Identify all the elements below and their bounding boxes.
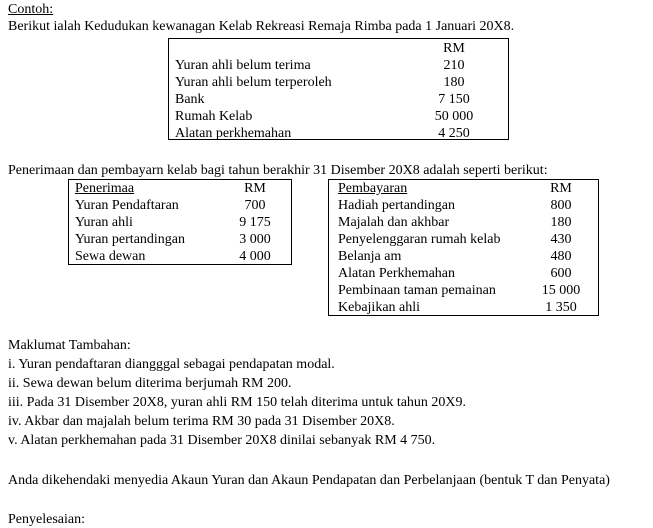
table-row	[338, 197, 594, 214]
additional-info-item: v. Alatan perkhemahan pada 31 Disember 20X8 dinilai sebanyak RM 4 750.	[8, 433, 436, 448]
table-row	[338, 282, 594, 299]
receipt-item: Yuran Pendaftaran	[75, 198, 179, 213]
payment-amount: 1 350	[545, 300, 577, 315]
receipts-table	[75, 180, 287, 265]
receipt-amount: 700	[244, 198, 266, 213]
receipt-amount: 9 175	[239, 215, 271, 230]
payments-currency-header: RM	[550, 181, 572, 196]
position-item: Rumah Kelab	[175, 109, 253, 124]
instruction-text: Anda dikehendaki menyedia Akaun Yuran dan Akaun Pendapatan dan Perbelanjaan (bentuk T dan Penyata)	[8, 473, 610, 488]
table-row	[175, 125, 493, 142]
receipts-header-label: Penerimaa	[75, 181, 135, 196]
receipt-amount: 4 000	[239, 249, 271, 264]
payment-item: Hadiah pertandingan	[338, 198, 456, 213]
position-amount: 210	[443, 58, 465, 73]
payment-item: Penyelenggaran rumah kelab	[338, 232, 501, 247]
payment-item: Alatan Perkhemahan	[338, 266, 456, 281]
position-amount: 50 000	[434, 109, 474, 124]
table-row	[175, 91, 493, 108]
table-row	[175, 108, 493, 125]
position-item: Bank	[175, 92, 205, 107]
position-table	[175, 40, 493, 142]
position-table-box	[168, 38, 509, 140]
table-row	[338, 248, 594, 265]
position-currency-header: RM	[443, 41, 465, 56]
payments-table-box	[328, 179, 599, 316]
example-heading: Contoh:	[8, 2, 54, 17]
payment-amount: 180	[550, 215, 572, 230]
solution-label: Penyelesaian:	[8, 512, 85, 527]
table-row	[338, 214, 594, 231]
position-amount: 180	[443, 75, 465, 90]
table-row	[338, 265, 594, 282]
transactions-intro: Penerimaan dan pembayarn kelab bagi tahun berakhir 31 Disember 20X8 adalah seperti berikut:	[8, 163, 548, 178]
payments-header-label: Pembayaran	[338, 181, 408, 196]
position-item: Yuran ahli belum terima	[175, 58, 311, 73]
receipts-currency-header: RM	[244, 181, 266, 196]
payments-table-header	[338, 180, 594, 197]
intro-text: Berikut ialah Kedudukan kewanagan Kelab Rekreasi Remaja Rimba pada 1 Januari 20X8.	[8, 19, 515, 34]
receipts-table-header	[75, 180, 287, 197]
payment-amount: 600	[550, 266, 572, 281]
position-item: Yuran ahli belum terperoleh	[175, 75, 332, 90]
additional-info-item: ii. Sewa dewan belum diterima berjumah RM 200.	[8, 376, 292, 391]
payment-item: Pembinaan taman pemainan	[338, 283, 496, 298]
table-row	[75, 214, 287, 231]
position-table-header	[175, 40, 493, 57]
payment-amount: 800	[550, 198, 572, 213]
receipt-item: Sewa dewan	[75, 249, 146, 264]
additional-info-item: iii. Pada 31 Disember 20X8, yuran ahli RM 150 telah diterima untuk tahun 20X9.	[8, 395, 467, 410]
payment-amount: 430	[550, 232, 572, 247]
table-row	[75, 231, 287, 248]
table-row	[175, 57, 493, 74]
receipts-table-box	[68, 179, 292, 265]
receipt-item: Yuran ahli	[75, 215, 133, 230]
payment-item: Kebajikan ahli	[338, 300, 421, 315]
table-row	[75, 197, 287, 214]
payment-item: Belanja am	[338, 249, 402, 264]
payment-item: Majalah dan akhbar	[338, 215, 450, 230]
payment-amount: 15 000	[541, 283, 581, 298]
receipt-item: Yuran pertandingan	[75, 232, 186, 247]
payments-table	[338, 180, 594, 316]
receipt-amount: 3 000	[239, 232, 271, 247]
position-amount: 7 150	[438, 92, 470, 107]
table-row	[75, 248, 287, 265]
position-item: Alatan perkhemahan	[175, 126, 292, 141]
position-amount: 4 250	[438, 126, 470, 141]
additional-info-title: Maklumat Tambahan:	[8, 338, 131, 353]
additional-info-item: iv. Akbar dan majalah belum terima RM 30 pada 31 Disember 20X8.	[8, 414, 395, 429]
table-row	[338, 299, 594, 316]
payment-amount: 480	[550, 249, 572, 264]
table-row	[175, 74, 493, 91]
table-row	[338, 231, 594, 248]
additional-info-item: i. Yuran pendaftaran diangggal sebagai pendapatan modal.	[8, 357, 335, 372]
